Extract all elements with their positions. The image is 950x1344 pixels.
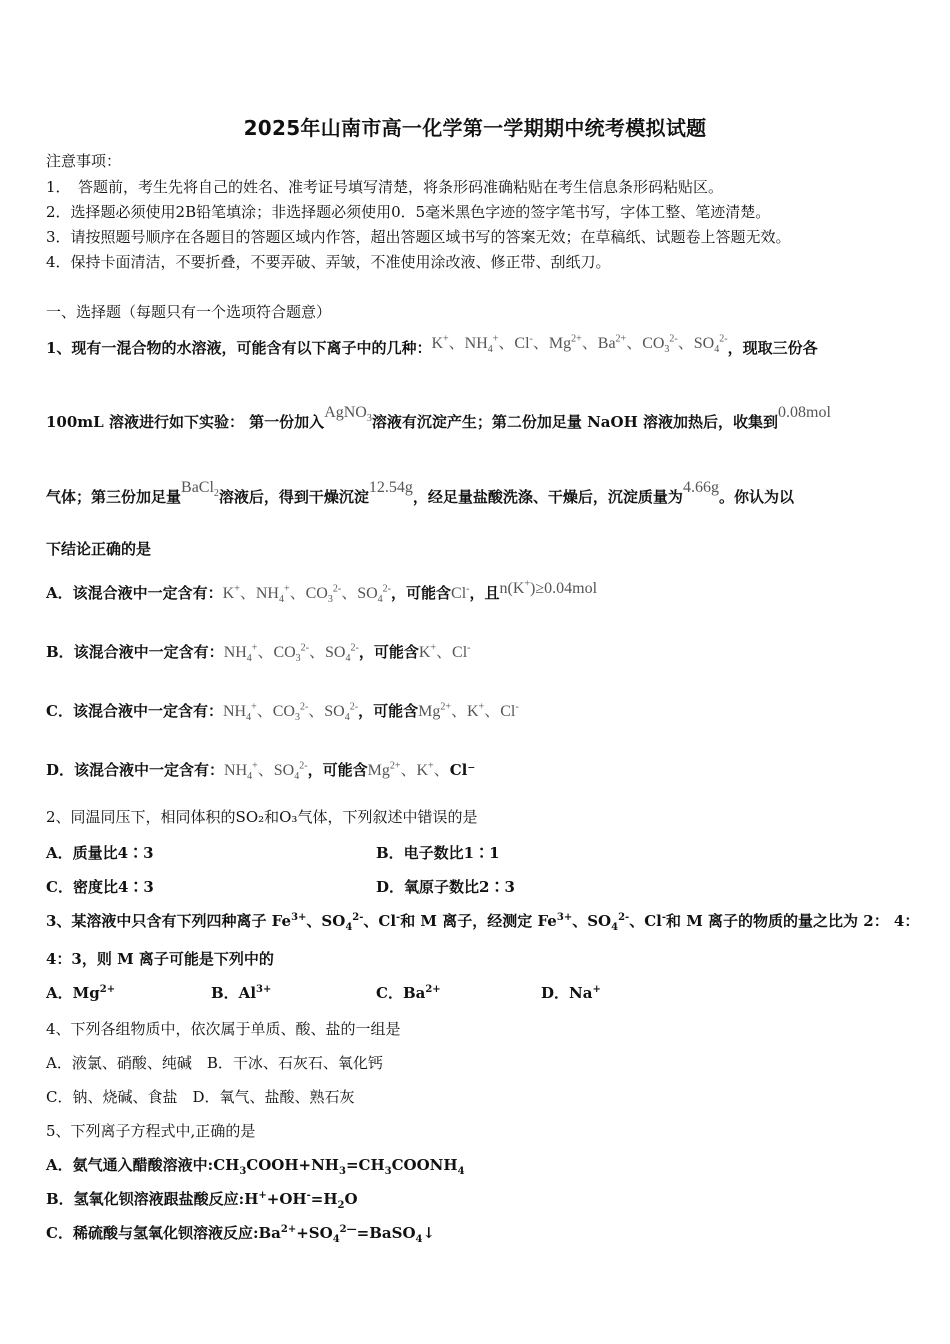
- q5-stem: 5、下列离子方程式中,正确的是: [46, 1122, 256, 1140]
- option-label: A．该混合液中一定含有：: [46, 584, 223, 602]
- q1-text: NaOH: [581, 413, 643, 431]
- q1-text: ，现取三份各: [727, 339, 818, 357]
- q1-text: 溶液有沉淀产生；第二份加足量: [371, 413, 582, 431]
- notice-item-2: 2．选择题必须使用2B铅笔填涂；非选择题必须使用0．5毫米黑色字迹的签字笔书写，字体工整、笔迹清楚。: [46, 203, 771, 221]
- q2-option-b[interactable]: B．电子数比1∶1: [376, 844, 500, 862]
- q3-line-2: 4：3，则 M 离子可能是下列中的: [46, 950, 274, 968]
- q2-option-a[interactable]: A．质量比4∶3: [46, 844, 154, 862]
- option-label: D．该混合液中一定含有：: [46, 761, 225, 779]
- option-text: ，可能含: [391, 584, 452, 602]
- option-text: ，且: [469, 584, 500, 602]
- q3-text: 和 M 离子的物质的量之比为 2： 4：: [665, 912, 920, 930]
- q1-text: ，经足量盐酸洗涤、干燥后，沉淀质量为: [412, 488, 683, 506]
- option-text: ，可能含: [358, 702, 419, 720]
- q1-option-d[interactable]: [46, 760, 910, 781]
- ion-list: $Mg^{2+}$、K+、Cl-: [418, 701, 519, 720]
- q3-options: [46, 983, 910, 1003]
- ion-list: K+、$NH_4^+$、Cl-、$Mg^{2+}$、$Ba^{2+}$、$CO_3^{2-}$、$SO_4^{2-}$: [431, 333, 728, 356]
- ion-list: K+、$NH_4^+$、$CO_3^{2-}$、$SO_4^{2-}$: [222, 583, 391, 606]
- q1-line-4: 下结论正确的是: [46, 540, 152, 558]
- q4-stem: 4、下列各组物质中，依次属于单质、酸、盐的一组是: [46, 1020, 401, 1038]
- q3-option-c[interactable]: C．$Ba^{2+}$: [376, 984, 441, 1002]
- mass-value: 12.54g: [368, 479, 413, 496]
- amount-value: 0.08mol: [778, 404, 831, 421]
- ion-list: $NH_4^+$、$CO_3^{2-}$、$SO_4^{2-}$: [223, 642, 359, 665]
- ion-list: $NH_4^+$、$SO_4^{2-}$: [224, 760, 308, 783]
- q2-option-c[interactable]: C．密度比4∶3: [46, 878, 154, 896]
- notice-heading: 注意事项：: [46, 152, 122, 170]
- option-label: B．该混合液中一定含有：: [46, 643, 224, 661]
- q5-option-b[interactable]: B．氢氧化钡溶液跟盐酸反应$:H^++OH^-=H_2O$: [46, 1190, 358, 1211]
- mass-value: 4.66g: [682, 479, 719, 496]
- q5-option-c[interactable]: C．稀硫酸与氢氧化钡溶液反应$:Ba^{2+}+SO_4^{2—}=BaSO_4↓$: [46, 1224, 436, 1245]
- ion-list: K+、Cl-: [418, 642, 471, 661]
- q1-text: 100mL: [46, 413, 104, 431]
- q4-options-ab[interactable]: A．液氯、硝酸、纯碱 B．干冰、石灰石、氧化钙: [46, 1054, 383, 1072]
- option-label: B．氢氧化钡溶液跟盐酸反应:: [46, 1190, 245, 1208]
- q1-option-b[interactable]: [46, 642, 910, 663]
- q1-option-c[interactable]: [46, 701, 910, 722]
- q1-text: 1、现有一混合物的水溶液，可能含有以下离子中的几种：: [46, 339, 432, 357]
- q3-text: 和 M 离子，经测定: [400, 912, 533, 930]
- q2-option-row-2: [46, 877, 910, 897]
- option-text: ，可能含: [307, 761, 368, 779]
- q2-option-row-1: [46, 843, 910, 863]
- notice-item-4: 4．保持卡面清洁，不要折叠，不要弄破、弄皱，不准使用涂改液、修正带、刮纸刀。: [46, 253, 611, 271]
- q1-line-3: [46, 479, 910, 508]
- q1-text: 溶液进行如下实验： 第一份加入: [103, 413, 325, 431]
- section-heading: 一、选择题（每题只有一个选项符合题意）: [46, 303, 332, 321]
- q2-option-d[interactable]: D．氧原子数比2∶3: [376, 878, 515, 896]
- q1-text: 溶液后，得到干燥沉淀: [218, 488, 369, 506]
- condition-formula: n(K+)≥0.04mol: [499, 578, 598, 597]
- page-title: 2025年山南市高一化学第一学期期中统考模拟试题: [243, 116, 707, 140]
- q2-stem: 2、同温同压下，相同体积的SO₂和O₃气体，下列叙述中错误的是: [46, 808, 478, 826]
- option-text: Cl⁻: [449, 761, 476, 779]
- q1-text: 气体；第三份加足量: [46, 488, 182, 506]
- q3-line-1: 3、某溶液中只含有下列四种离子 $Fe^{3+}$、$SO_4^{2-}$、Cl-和 M 离子，经测定 $Fe^{3+}$、$SO_4^{2-}$、Cl-和 M 离子的物质的量之比为 2： 4：: [46, 912, 920, 933]
- q1-line-2: [46, 404, 910, 433]
- formula-bacl2: BaCl$_2$: [181, 479, 219, 500]
- q1-line-1: [46, 333, 910, 359]
- q3-option-b[interactable]: B．$Al^{3+}$: [211, 984, 272, 1002]
- formula-agno3: AgNO$_3$: [324, 404, 372, 425]
- option-label: A．氨气通入醋酸溶液中:: [46, 1156, 214, 1174]
- notice-item-1: 1． 答题前，考生先将自己的姓名、准考证号填写清楚，将条形码准确粘贴在考生信息条形码粘贴区。: [46, 178, 724, 196]
- q3-option-a[interactable]: A．$Mg^{2+}$: [46, 984, 116, 1002]
- q1-text: 溶液加热后，收集到: [643, 413, 779, 431]
- option-text: ，可能含: [358, 643, 419, 661]
- option-label: C．稀硫酸与氢氧化钡溶液反应:: [46, 1224, 259, 1242]
- ion-list: $Mg^{2+}$、K+、: [367, 760, 450, 779]
- q3-text: 3、某溶液中只含有下列四种离子: [46, 912, 267, 930]
- q4-options-cd[interactable]: C．钠、烧碱、食盐 D．氧气、盐酸、熟石灰: [46, 1088, 355, 1106]
- option-label: C．该混合液中一定含有：: [46, 702, 223, 720]
- ion-list: $NH_4^+$、$CO_3^{2-}$、$SO_4^{2-}$: [222, 701, 359, 724]
- q3-option-d[interactable]: D．Na+: [541, 984, 601, 1002]
- ion-list: Cl-: [451, 583, 470, 602]
- q5-option-a[interactable]: A．氨气通入醋酸溶液中$:CH_3COOH+NH_3=CH_3COONH_4$: [46, 1156, 465, 1177]
- q1-option-a[interactable]: [46, 578, 910, 606]
- q1-text: 。你认为以: [718, 488, 794, 506]
- notice-item-3: 3．请按照题号顺序在各题目的答题区域内作答，超出答题区域书写的答案无效；在草稿纸、试题卷上答题无效。: [46, 228, 791, 246]
